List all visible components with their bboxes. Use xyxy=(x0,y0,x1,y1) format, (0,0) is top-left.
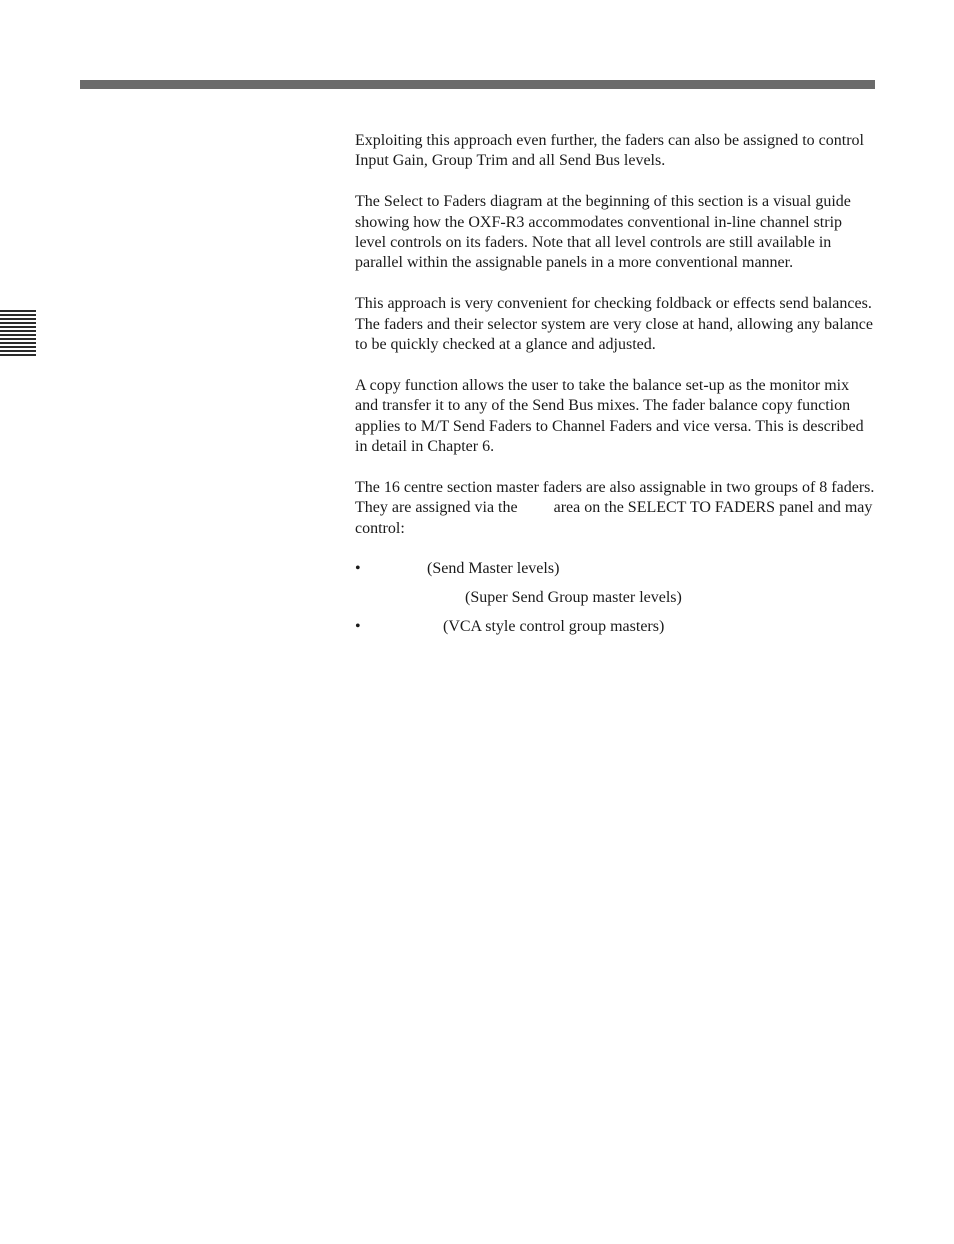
paragraph-5-start: The 16 centre section master faders are also assignable in two groups of 8 faders. They are assigned via the xyxy=(355,478,875,517)
bullet-marker: • xyxy=(355,618,361,636)
list-item-text: (Super Send Group master levels) xyxy=(465,589,682,607)
list-item-text: (VCA style control group masters) xyxy=(443,618,665,636)
paragraph-1: Exploiting this approach even further, the faders can also be assigned to control Input Gain, Group Trim and all Send Bus levels. xyxy=(355,132,864,170)
list-item-text: (Send Master levels) xyxy=(427,560,560,578)
paragraph-4: A copy function allows the user to take the balance set-up as the monitor mix and transfer it to any of the Send Bus mixes. The fader balance copy function applies to M/T Send Faders to Channel Faders and vice versa. This is described in detail in Chapter 6. xyxy=(355,376,864,456)
bullet-marker: • xyxy=(355,560,361,578)
paragraph-5 xyxy=(355,478,875,539)
paragraph-3: This approach is very convenient for checking foldback or effects send balances. The faders and their selector system are very close at hand, allowing any balance to be quickly checked at a glance and adjusted. xyxy=(355,295,874,354)
body-text xyxy=(355,131,875,636)
header-rule xyxy=(80,80,875,89)
chapter-tab-marker xyxy=(0,310,36,356)
paragraph-5-end: area on the SELECT TO FADERS panel and may control: xyxy=(355,499,873,537)
paragraph-2: The Select to Faders diagram at the beginning of this section is a visual guide showing how the OXF-R3 accommodates conventional in-line channel strip level controls on its faders. Note that all level controls are still available in parallel within the assignable panels in a more conventional manner. xyxy=(355,193,851,272)
